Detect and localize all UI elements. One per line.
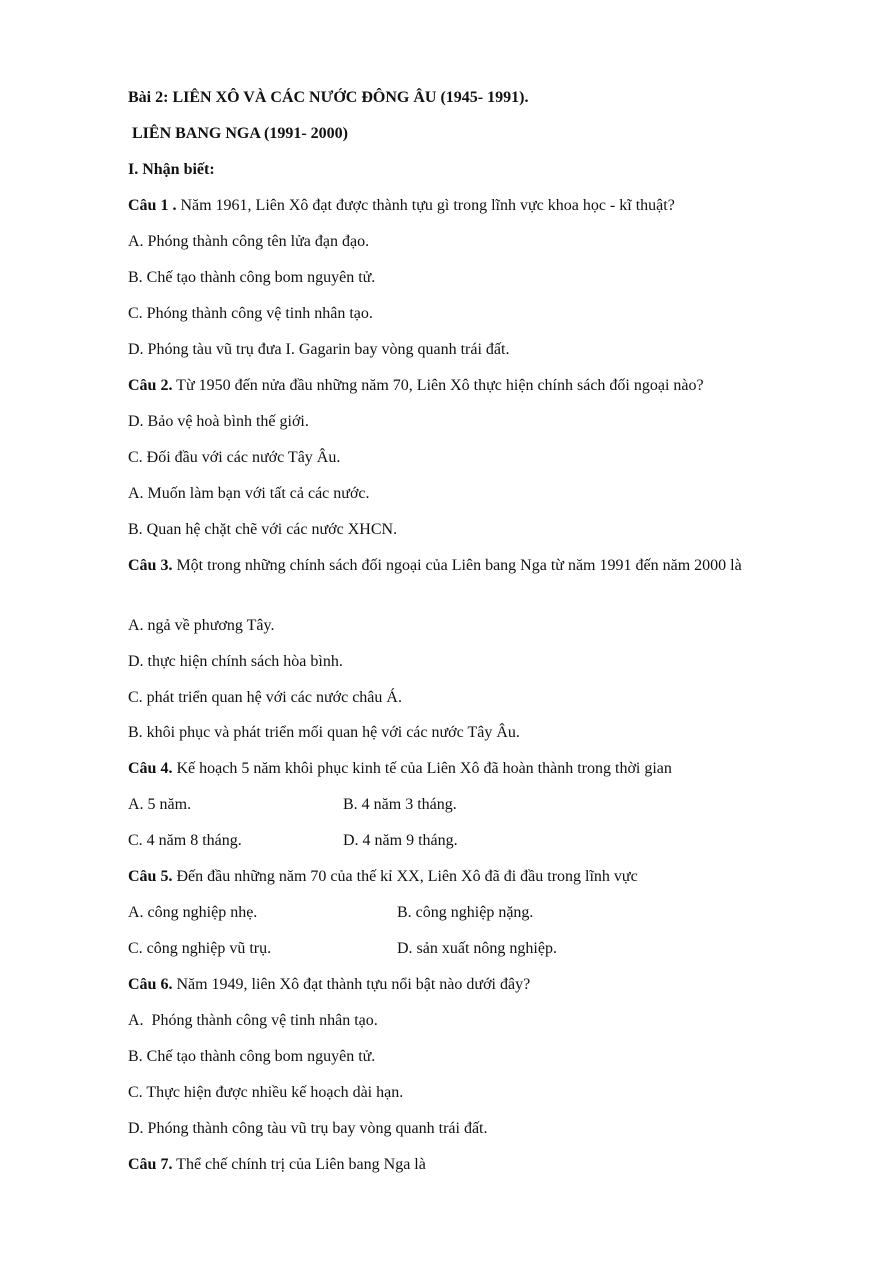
answer-option: C. công nghiệp vũ trụ. [128, 940, 272, 957]
question-label: Câu 5. [128, 868, 173, 885]
answer-option: B. khôi phục và phát triển mối quan hệ với các nước Tây Âu. [128, 724, 520, 741]
question-1 [128, 196, 675, 216]
question-3 [128, 554, 818, 577]
answer-option: B. Chế tạo thành công bom nguyên tử. [128, 1048, 376, 1065]
question-text: Kế hoạch 5 năm khôi phục kinh tế của Liên Xô đã hoàn thành trong thời gian [172, 760, 672, 777]
answer-option: C. Phóng thành công vệ tinh nhân tạo. [128, 305, 373, 322]
document-subtitle: LIÊN BANG NGA (1991- 2000) [132, 125, 349, 142]
answer-option: D. Phóng tàu vũ trụ đưa I. Gagarin bay vòng quanh trái đất. [128, 341, 510, 358]
answer-option: D. 4 năm 9 tháng. [343, 832, 458, 849]
answer-option: C. Thực hiện được nhiều kế hoạch dài hạn. [128, 1084, 404, 1101]
question-label: Câu 4. [128, 760, 173, 777]
answer-option: A. 5 năm. [128, 796, 192, 813]
answer-option: B. Quan hệ chặt chẽ với các nước XHCN. [128, 521, 398, 538]
question-text: Năm 1949, liên Xô đạt thành tựu nổi bật nào dưới đây? [172, 976, 531, 993]
document-title: Bài 2: LIÊN XÔ VÀ CÁC NƯỚC ĐÔNG ÂU (1945- 1991). [128, 89, 529, 106]
answer-option: B. 4 năm 3 tháng. [343, 796, 457, 813]
answer-option: B. Chế tạo thành công bom nguyên tử. [128, 269, 376, 286]
answer-option: C. Đối đầu với các nước Tây Âu. [128, 449, 341, 466]
answer-option: A. Phóng thành công vệ tinh nhân tạo. [128, 1012, 378, 1029]
question-6 [128, 975, 530, 995]
answer-option: C. phát triển quan hệ với các nước châu Á. [128, 689, 402, 706]
question-5 [128, 867, 638, 887]
question-text: Một trong những chính sách đối ngoại của Liên bang Nga từ năm 1991 đến năm 2000 là [172, 557, 742, 574]
answer-option: C. 4 năm 8 tháng. [128, 832, 242, 849]
answer-option: D. Bảo vệ hoà bình thế giới. [128, 413, 309, 430]
question-4 [128, 759, 672, 779]
question-7 [128, 1155, 426, 1175]
section-heading: I. Nhận biết: [128, 161, 215, 178]
question-text: Năm 1961, Liên Xô đạt được thành tựu gì trong lĩnh vực khoa học - kĩ thuật? [176, 197, 675, 214]
question-2 [128, 376, 704, 396]
answer-option: D. Phóng thành công tàu vũ trụ bay vòng quanh trái đất. [128, 1120, 488, 1137]
question-text: Đến đầu những năm 70 của thế kỉ XX, Liên Xô đã đi đầu trong lĩnh vực [172, 868, 638, 885]
answer-option: A. công nghiệp nhẹ. [128, 904, 258, 921]
question-text: Thể chế chính trị của Liên bang Nga là [172, 1156, 426, 1173]
question-label: Câu 3. [128, 557, 173, 574]
answer-option: D. sản xuất nông nghiệp. [397, 940, 557, 957]
question-label: Câu 2. [128, 377, 173, 394]
question-text: Từ 1950 đến nửa đầu những năm 70, Liên Xô thực hiện chính sách đối ngoại nào? [172, 377, 704, 394]
answer-option: D. thực hiện chính sách hòa bình. [128, 653, 343, 670]
answer-option: A. ngả về phương Tây. [128, 617, 275, 634]
question-label: Câu 6. [128, 976, 173, 993]
answer-option: A. Muốn làm bạn với tất cả các nước. [128, 485, 370, 502]
answer-option: A. Phóng thành công tên lửa đạn đạo. [128, 233, 370, 250]
question-label: Câu 1 . [128, 197, 177, 214]
answer-option: B. công nghiệp nặng. [397, 904, 534, 921]
question-label: Câu 7. [128, 1156, 173, 1173]
